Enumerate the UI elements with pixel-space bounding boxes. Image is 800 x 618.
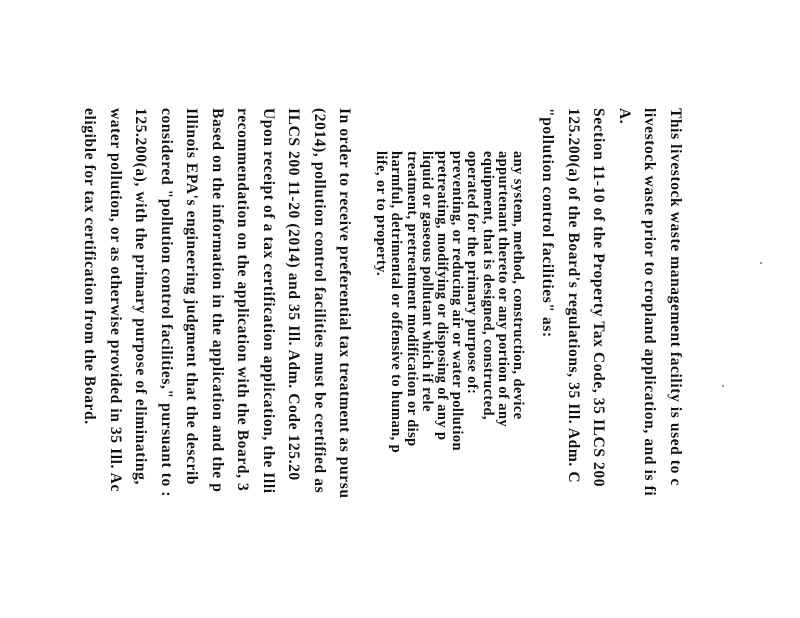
quote-line: any system, method, construction, device [510, 151, 526, 420]
p4-line-4: 125.200(a), with the primary purpose of eliminating, [132, 108, 150, 485]
p3-line-5: recommendation on the application with the Board, 3 [234, 108, 252, 492]
quote-line: liquid or gaseous pollutant which if rele [418, 151, 435, 412]
quote-line: pretreating, modifying or disposing of any p [434, 151, 451, 441]
p4-line-3: considered "pollution control facilities," pursuant to : [157, 108, 175, 498]
scan-speck [760, 262, 762, 264]
quote-line: harmful, detrimental or offensive to human, p [388, 151, 405, 454]
quote-line: equipment, that is designed, constructed, [479, 151, 496, 420]
p4-line-6: eligible for tax certification from the Board. [81, 108, 99, 425]
block-quote [373, 108, 525, 618]
p2-line-3: "pollution control facilities" as: [539, 108, 557, 338]
p4-line-2: Illinois EPA's engineering judgment that the describ [183, 108, 201, 486]
rotated-text-block [77, 108, 688, 618]
p3-line-4: Upon receipt of a tax certification application, the Illi [259, 108, 277, 494]
p1-line-2: livestock waste prior to cropland application, and is fi [641, 108, 659, 497]
quote-line: operated for the primary purpose of: [464, 151, 481, 395]
quote-line: preventing, or reducing air or water pollution [449, 151, 466, 451]
p3-line-3: ILCS 200 11-20 (2014) and 35 Ill. Adm. Code 125.20 [285, 108, 303, 481]
p1-line-1: This livestock waste management facility is used to c [667, 108, 684, 486]
p4-line-5: water pollution, or as otherwise provided in 35 Ill. Ac [106, 108, 124, 492]
p3-line-2: (2014), pollution control facilities must be certified as [310, 108, 328, 494]
p1-line-3: A. [616, 108, 633, 125]
p2-line-2: 125.200(a) of the Board's regulations, 35 Ill. Adm. C [565, 108, 582, 484]
p4-line-1: Based on the information in the application and the p [208, 108, 226, 493]
quote-line: treatment, pretreatment modification or disp [403, 151, 420, 447]
quote-line: appurtenant thereto or any portion of any [494, 151, 511, 428]
p2-line-1: Section 11-10 of the Property Tax Code, 35 ILCS 200 [590, 108, 608, 488]
p3-line-1: In order to receive preferential tax treatment as pursu [336, 108, 354, 499]
scan-speck [722, 385, 724, 387]
quote-line: life, or to property. [373, 151, 390, 277]
